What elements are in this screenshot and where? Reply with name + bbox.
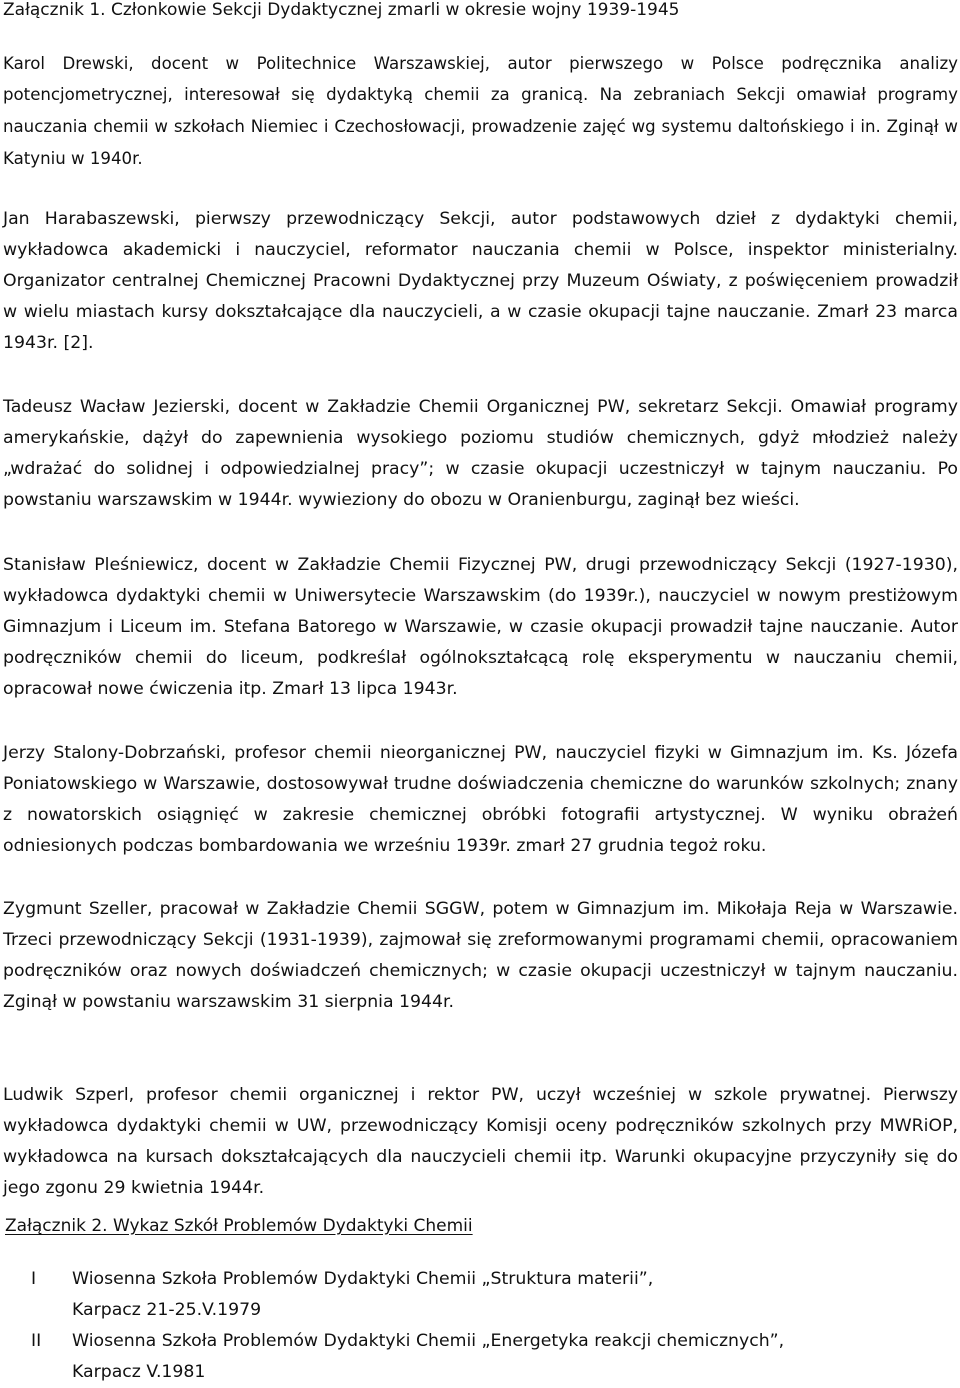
annex1-title: Członkowie Sekcji Dydaktycznej zmarli w okresie wojny 1939-1945 <box>110 0 680 20</box>
paragraph-karol-drewski <box>3 48 958 175</box>
list-item-title: Wiosenna Szkoła Problemów Dydaktyki Chemii „Struktura materii”, <box>72 1269 654 1289</box>
list-item <box>3 1264 958 1326</box>
paragraph-jan-harabaszewski: Jan Harabaszewski, pierwszy przewodniczący Sekcji, autor podstawowych dzieł z dydaktyki chemii, wykładowca akademicki i nauczyciel, reformator nauczania chemii w Polsce, inspektor ministerialny. Organizator centralnej Chemicznej Pracowni Dydaktycznej przy Muzeum Oświaty, z poświęceniem prowadził w wielu miastach kursy dokształcające dla nauczycieli, a w czasie okupacji tajne nauczanie. Zmarł 23 marca 1943r. [2]. <box>3 209 958 353</box>
annex2-title: Załącznik 2. Wykaz Szkół Problemów Dydaktyki Chemii <box>5 1216 473 1236</box>
paragraph-karol-rest: potencjometrycznej, interesował się dydaktyką chemii za granicą. Na zebraniach Sekcji omawiał programy nauczania chemii w szkołach Niemiec i Czechosłowacji, prowadzenie zajęć wg systemu daltońskiego i in. Zginął w Katyniu w 1940r. <box>3 85 958 168</box>
annex1-heading <box>3 0 680 22</box>
list-item-text <box>72 1264 653 1326</box>
annex2-heading <box>5 1213 473 1239</box>
paragraph-tadeusz-jezierski: Tadeusz Wacław Jezierski, docent w Zakładzie Chemii Organicznej PW, sekretarz Sekcji. Omawiał programy amerykańskie, dążył do zapewnienia wysokiego poziomu studiów chemicznych, gdyż młodzież należy „wdrażać do solidnej i odpowiedzialnej pracy”; w czasie okupacji uczestniczył w tajnym nauczaniu. Po powstaniu warszawskim w 1944r. wywieziony do obozu w Oranienburgu, zaginął bez wieści. <box>3 397 958 510</box>
paragraph-zygmunt-szeller: Zygmunt Szeller, pracował w Zakładzie Chemii SGGW, potem w Gimnazjum im. Mikołaja Reja w Warszawie. Trzeci przewodniczący Sekcji (1931-1939), zajmował się zreformowanymi programami chemii, opracowaniem podręczników oraz nowych doświadczeń chemicznych; w czasie okupacji uczestniczył w tajnym nauczaniu. Zginął w powstaniu warszawskim 31 sierpnia 1944r. <box>3 899 958 1012</box>
list-item-number: II <box>31 1331 42 1351</box>
list-item-place-date: Karpacz V.1981 <box>72 1362 206 1382</box>
annex1-label: Załącznik 1. <box>3 0 106 20</box>
paragraph-karol-first-line: Karol Drewski, docent w Politechnice Warszawskiej, autor pierwszego w Polsce podręcznika analizy <box>3 54 958 73</box>
list-item <box>3 1326 958 1388</box>
list-item-title: Wiosenna Szkoła Problemów Dydaktyki Chemii „Energetyka reakcji chemicznych”, <box>72 1331 785 1351</box>
paragraph-jerzy-stalony-dobrzanski: Jerzy Stalony-Dobrzański, profesor chemii nieorganicznej PW, nauczyciel fizyki w Gimnazjum im. Ks. Józefa Poniatowskiego w Warszawie, dostosowywał trudne doświadczenia chemiczne do warunków szkolnych; znany z nowatorskich osiągnięć w zakresie chemicznej obróbki fotografii artystycznej. W wyniku obrażeń odniesionych podczas bombardowania we wrześniu 1939r. zmarł 27 grudnia tegoż roku. <box>3 743 958 856</box>
paragraph-ludwik-szperl: Ludwik Szperl, profesor chemii organicznej i rektor PW, uczył wcześniej w szkole prywatnej. Pierwszy wykładowca dydaktyki chemii w UW, przewodniczący Komisji oceny podręczników szkolnych przy MWRiOP, wykładowca na kursach dokształcających dla nauczycieli chemii itp. Warunki okupacyjne przyczyniły się do jego zgonu 29 kwietnia 1944r. <box>3 1085 958 1198</box>
school-list <box>3 1264 958 1388</box>
list-item-text <box>72 1326 784 1388</box>
list-item-place-date: Karpacz 21-25.V.1979 <box>72 1300 262 1320</box>
list-item-number: I <box>31 1269 37 1289</box>
paragraph-stanislaw-plesniewicz: Stanisław Pleśniewicz, docent w Zakładzie Chemii Fizycznej PW, drugi przewodniczący Sekcji (1927-1930), wykładowca dydaktyki chemii w Uniwersytecie Warszawskim (do 1939r.), nauczyciel w nowym prestiżowym Gimnazjum i Liceum im. Stefana Batorego w Warszawie, w czasie okupacji prowadził tajne nauczanie. Autor podręczników chemii do liceum, podkreślał ogólnokształcącą rolę eksperymentu w nauczaniu chemii, opracował nowe ćwiczenia itp. Zmarł 13 lipca 1943r. <box>3 555 958 699</box>
